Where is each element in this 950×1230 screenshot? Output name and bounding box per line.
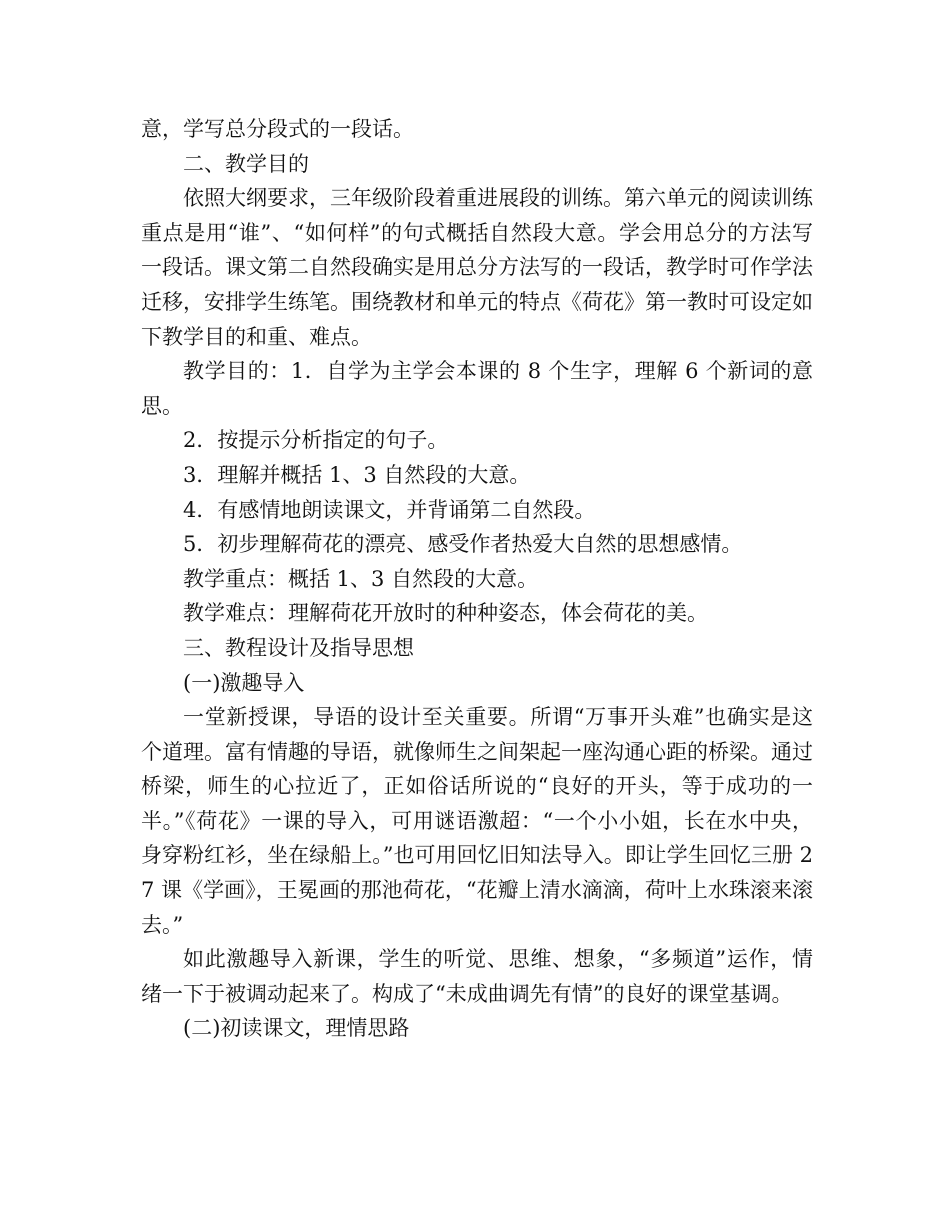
goal-item-4: 4．有感情地朗读课文，并背诵第二自然段。: [183, 497, 596, 522]
goal-item-1: 教学目的：1．自学为主学会本课的 8 个生字，理解 6 个新词的意思。: [141, 359, 813, 418]
paragraph-intro-effect: 如此激趣导入新课，学生的听觉、思维、想象，“多频道”运作，情绪一下于被调动起来了。构成了“未成曲调先有情”的良好的课堂基调。: [141, 947, 813, 1006]
teaching-difficulty: 教学难点：理解荷花开放时的种种姿态，体会荷花的美。: [183, 601, 708, 626]
goal-item-3: 3．理解并概括 1、3 自然段的大意。: [183, 462, 531, 487]
section-heading-teaching-goals: 二、教学目的: [183, 151, 309, 176]
section-heading-design: 三、教程设计及指导思想: [183, 635, 414, 660]
teaching-key-point: 教学重点：概括 1、3 自然段的大意。: [183, 566, 539, 591]
paragraph-intro-design: 一堂新授课，导语的设计至关重要。所谓“万事开头难”也确实是这个道理。富有情趣的导语，就像师生之间架起一座沟通心距的桥梁。通过桥梁，师生的心拉近了，正如俗话所说的“良好的开头，等于成功的一半。”《荷花》一课的导入，可用谜语激超：“一个小小姐，长在水中央，身穿粉红衫，坐在绿船上。”也可用回忆旧知法导入。即让学生回忆三册 27 课《学画》，王冕画的那池荷花，“花瓣上清水滴滴，荷叶上水珠滚来滚去。”: [141, 705, 813, 937]
paragraph-continuation: 意，学写总分段式的一段话。: [141, 117, 414, 141]
subheading-first-reading: (二)初读课文，理情思路: [183, 1016, 410, 1041]
goal-item-5: 5．初步理解荷花的漂亮、感受作者热爱大自然的思想感情。: [183, 532, 743, 557]
document-body: [141, 112, 813, 1046]
subheading-interest-intro: (一)激趣导入: [183, 670, 305, 695]
goal-item-2: 2．按提示分析指定的句子。: [183, 428, 449, 453]
paragraph-goals-rationale: 依照大纲要求，三年级阶段着重进展段的训练。第六单元的阅读训练重点是用“谁”、“如何样”的句式概括自然段大意。学会用总分的方法写一段话。课文第二自然段确实是用总分方法写的一段话，教学时可作学法迁移，安排学生练笔。围绕教材和单元的特点《荷花》第一教时可设定如下教学目的和重、难点。: [141, 186, 813, 349]
